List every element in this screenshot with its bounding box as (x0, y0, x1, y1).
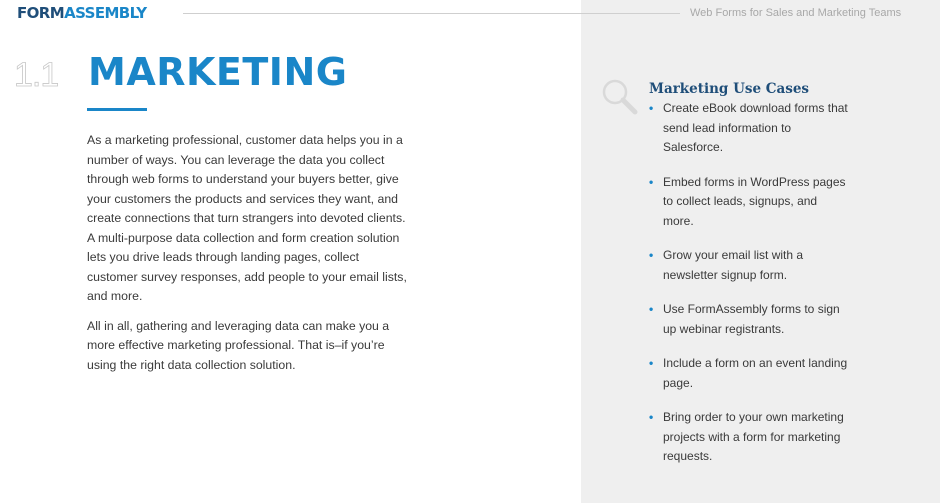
use-case-text: Embed forms in WordPress pages to collect leads, signups, and more. (663, 174, 846, 228)
use-case-text: Bring order to your own marketing projects with a form for marketing requests. (663, 410, 844, 463)
use-case-item (649, 173, 849, 232)
use-case-text: Grow your email list with a newsletter signup form. (663, 248, 804, 282)
use-case-item (649, 354, 849, 393)
bullet-icon: • (649, 356, 654, 370)
section-title: MARKETING (88, 50, 348, 94)
use-case-text: Create eBook download forms that send lead information to Salesforce. (663, 101, 848, 154)
logo-text-assembly: ASSEMBLY (64, 4, 147, 22)
use-case-item (649, 300, 849, 339)
bullet-icon: • (649, 248, 654, 262)
title-underline (87, 108, 147, 111)
bullet-icon: • (649, 302, 654, 316)
use-case-item (649, 408, 849, 467)
use-case-item (649, 99, 849, 158)
use-case-item (649, 246, 849, 285)
formassembly-logo[interactable] (17, 4, 147, 22)
bullet-icon: • (649, 174, 654, 189)
header-divider-right (581, 13, 680, 14)
header-tagline: Web Forms for Sales and Marketing Teams (690, 7, 902, 19)
logo-text-form: FORM (17, 4, 65, 22)
bullet-icon: • (649, 410, 654, 424)
header-divider-left (183, 13, 581, 14)
search-icon (600, 77, 640, 117)
use-case-text: Use FormAssembly forms to sign up webinar registrants. (663, 302, 840, 336)
section-number: 1.1 (14, 56, 59, 94)
body-paragraph-2: All in all, gathering and leveraging data can make you a more effective marketing professional. That is–if you’re using the right data collection solution. (87, 318, 390, 372)
use-cases-list (649, 99, 849, 482)
bullet-icon: • (649, 101, 654, 115)
body-paragraph-1: As a marketing professional, customer data helps you in a number of ways. You can leverage the data you collect through web forms to understand your buyers better, give your customers the products and services they want, and create connections that turn strangers into devoted clients. A multi-purpose data collection and form creation solution lets you drive leads through landing pages, collect customer survey responses, add people to your email lists, and more. (87, 133, 407, 303)
use-cases-title: Marketing Use Cases (649, 81, 810, 97)
body-text (87, 131, 407, 385)
use-case-text: Include a form on an event landing page. (663, 356, 848, 390)
